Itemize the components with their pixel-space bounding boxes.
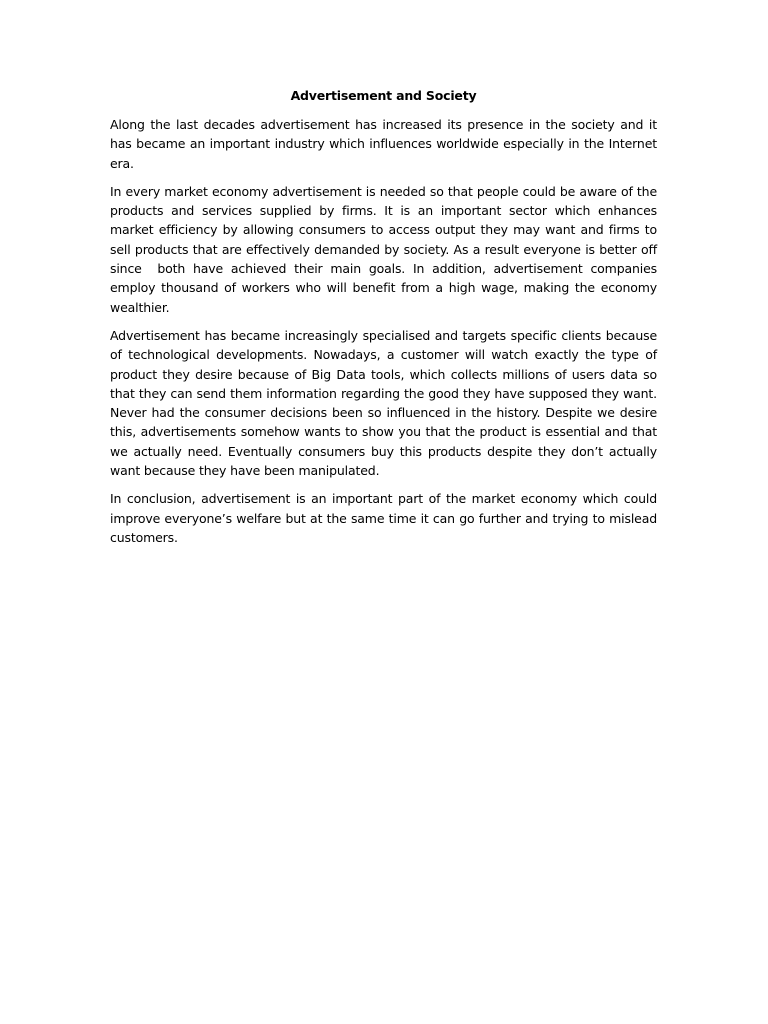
paragraph-conclusion: In conclusion, advertisement is an important part of the market economy which could improve everyone’s welfare but at the same time it can go further and trying to mislead customers. <box>110 491 661 545</box>
document-body <box>110 86 661 556</box>
paragraph-market-economy: In every market economy advertisement is needed so that people could be aware of the products and services supplied by firms. It is an important sector which enhances market efficiency by allowing consumers to access output they may want and firms to sell products that are effectively demanded by society. As a result everyone is better off since both have achieved their main goals. In addition, advertisement companies employ thousand of workers who will benefit from a high wage, making the economy wealthier. <box>110 183 661 315</box>
paragraph-intro: Along the last decades advertisement has increased its presence in the society and it has became an important industry which influences worldwide especially in the Internet era. <box>110 117 661 171</box>
paragraph-specialisation: Advertisement has became increasingly specialised and targets specific clients because of technological developments. Nowadays, a customer will watch exactly the type of product they desire because of Big Data tools, which collects millions of users data so that they can send them information regarding the good they have supposed they want. Never had the consumer decisions been so influenced in the history. Despite we desire this, advertisements somehow wants to show you that the product is essential and that we actually need. Eventually consumers buy this products despite they don’t actually want because they have been manipulated. <box>110 327 661 479</box>
document-title: Advertisement and Society <box>290 88 477 103</box>
